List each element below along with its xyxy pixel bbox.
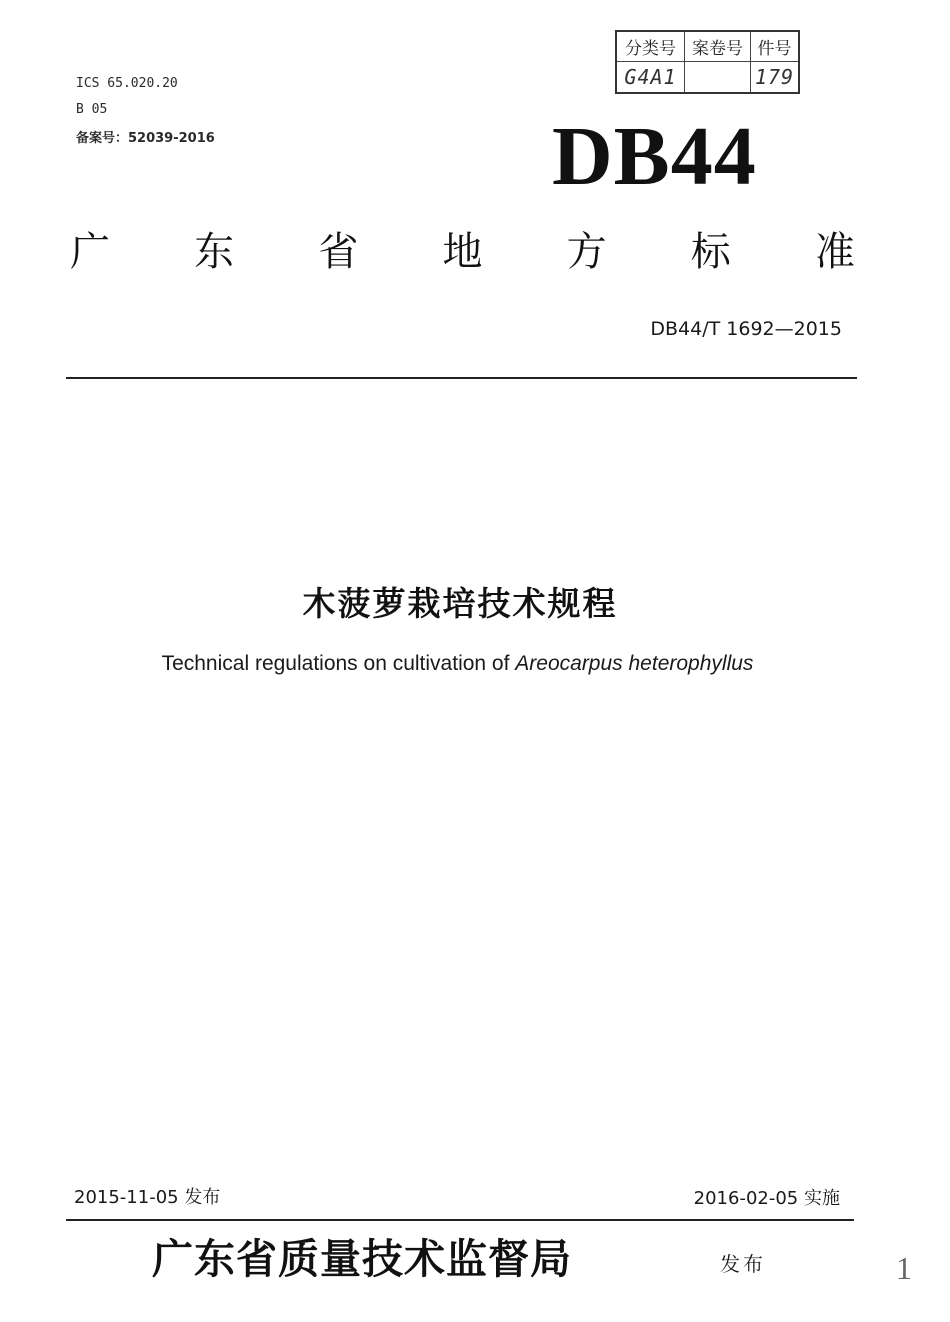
stamp-value-item: 179 [754, 65, 795, 89]
title-en-species: Areocarpus heterophyllus [515, 652, 754, 675]
db-logo: DB44 [552, 110, 757, 203]
page-number: 1 [896, 1250, 912, 1286]
issuing-authority-suffix: 发布 [720, 1252, 766, 1276]
title-en-prefix: Technical regulations on cultivation of [161, 652, 516, 675]
implementation-date: 2016-02-05 实施 [693, 1188, 840, 1209]
bottom-divider [66, 1219, 854, 1221]
ccs-code: B 05 [76, 102, 108, 117]
filing-number: 备案号：52039-2016 [76, 131, 215, 146]
document-title-cn: 木菠萝栽培技术规程 [302, 584, 618, 623]
stamp-value-category: G4A1 [617, 62, 685, 92]
stamp-header-category: 分类号 [617, 32, 685, 62]
stamp-value-file [685, 62, 751, 92]
province-title-char: 东 [194, 229, 235, 275]
province-title-char: 广 [70, 229, 110, 275]
province-title-char: 省 [318, 229, 359, 275]
stamp-header-item: 件号 [751, 32, 798, 62]
ics-code: ICS 65.020.20 [76, 76, 178, 91]
province-title-char: 标 [690, 229, 731, 275]
province-title-char: 地 [442, 229, 483, 275]
province-standard-title [70, 224, 855, 280]
province-title-char: 准 [814, 229, 855, 275]
province-title-char: 方 [566, 229, 607, 275]
standard-number: DB44/T 1692—2015 [650, 318, 842, 340]
document-title-en [0, 652, 915, 676]
top-divider [66, 377, 857, 379]
classification-stamp [615, 30, 800, 94]
stamp-header-file: 案卷号 [685, 32, 751, 62]
issuing-authority: 广东省质量技术监督局 [152, 1235, 572, 1283]
issue-date: 2015-11-05 发布 [74, 1187, 221, 1208]
